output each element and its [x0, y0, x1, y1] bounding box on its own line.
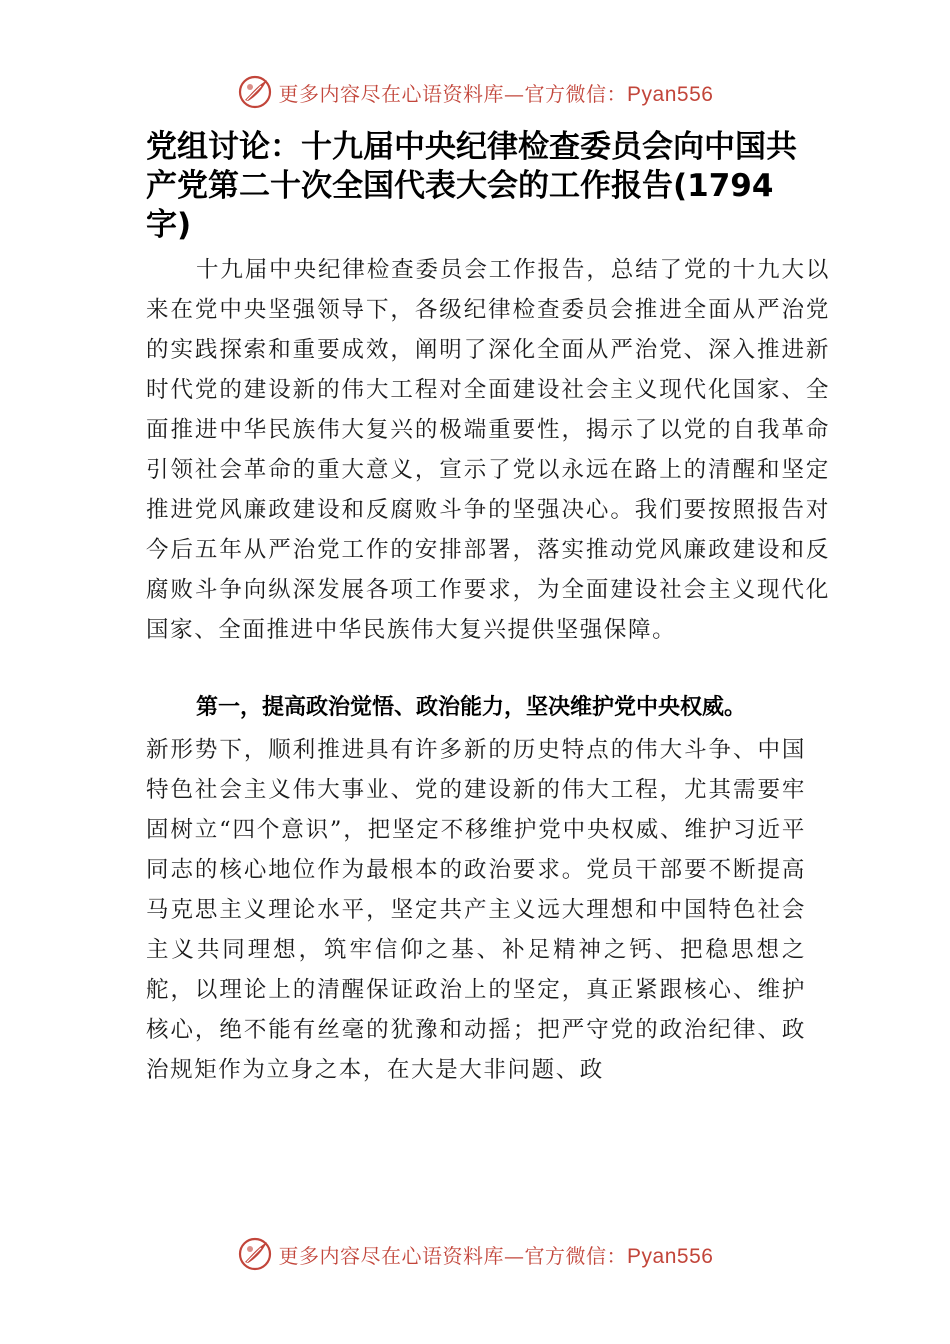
intro-paragraph: 十九届中央纪律检查委员会工作报告，总结了党的十九大以来在党中央坚强领导下，各级纪律检查委员会推进全面从严治党的实践探索和重要成效，阐明了深化全面从严治党、深入推进新时代党的建设新的伟大工程对全面建设社会主义现代化国家、全面推进中华民族伟大复兴的极端重要性，揭示了以党的自我革命引领社会革命的重大意义，宣示了党以永远在路上的清醒和坚定推进党风廉政建设和反腐败斗争的坚强决心。我们要按照报告对今后五年从严治党工作的安排部署，落实推动党风廉政建设和反腐败斗争向纵深发展各项工作要求，为全面建设社会主义现代化国家、全面推进中华民族伟大复兴提供坚强保障。 — [146, 257, 830, 643]
header-banner — [0, 70, 950, 114]
banner-text: 更多内容尽在心语资料库—官方微信：Pyan556 — [278, 81, 714, 106]
document-title: 党组讨论：十九届中央纪律检查委员会向中国共产党第二十次全国代表大会的工作报告(1794 字) — [146, 129, 797, 243]
banner-text: 更多内容尽在心语资料库—官方微信：Pyan556 — [278, 1243, 714, 1268]
section-heading: 第一，提高政治觉悟、政治能力，坚决维护党中央权威。 — [196, 695, 747, 720]
footer-banner — [0, 1232, 950, 1276]
wechat-id: Pyan556 — [627, 82, 714, 106]
quill-logo-icon — [237, 1236, 273, 1272]
quill-logo-icon — [237, 74, 273, 110]
wechat-id: Pyan556 — [627, 1244, 714, 1268]
section-paragraph: 新形势下，顺利推进具有许多新的历史特点的伟大斗争、中国特色社会主义伟大事业、党的建设新的伟大工程，尤其需要牢固树立“四个意识”，把坚定不移维护党中央权威、维护习近平同志的核心地位作为最根本的政治要求。党员干部要不断提高马克思主义理论水平，坚定共产主义远大理想和中国特色社会主义共同理想，筑牢信仰之基、补足精神之钙、把稳思想之舵，以理论上的清醒保证政治上的坚定，真正紧跟核心、维护核心，绝不能有丝毫的犹豫和动摇；把严守党的政治纪律、政治规矩作为立身之本，在大是大非问题、政 — [146, 737, 806, 1083]
